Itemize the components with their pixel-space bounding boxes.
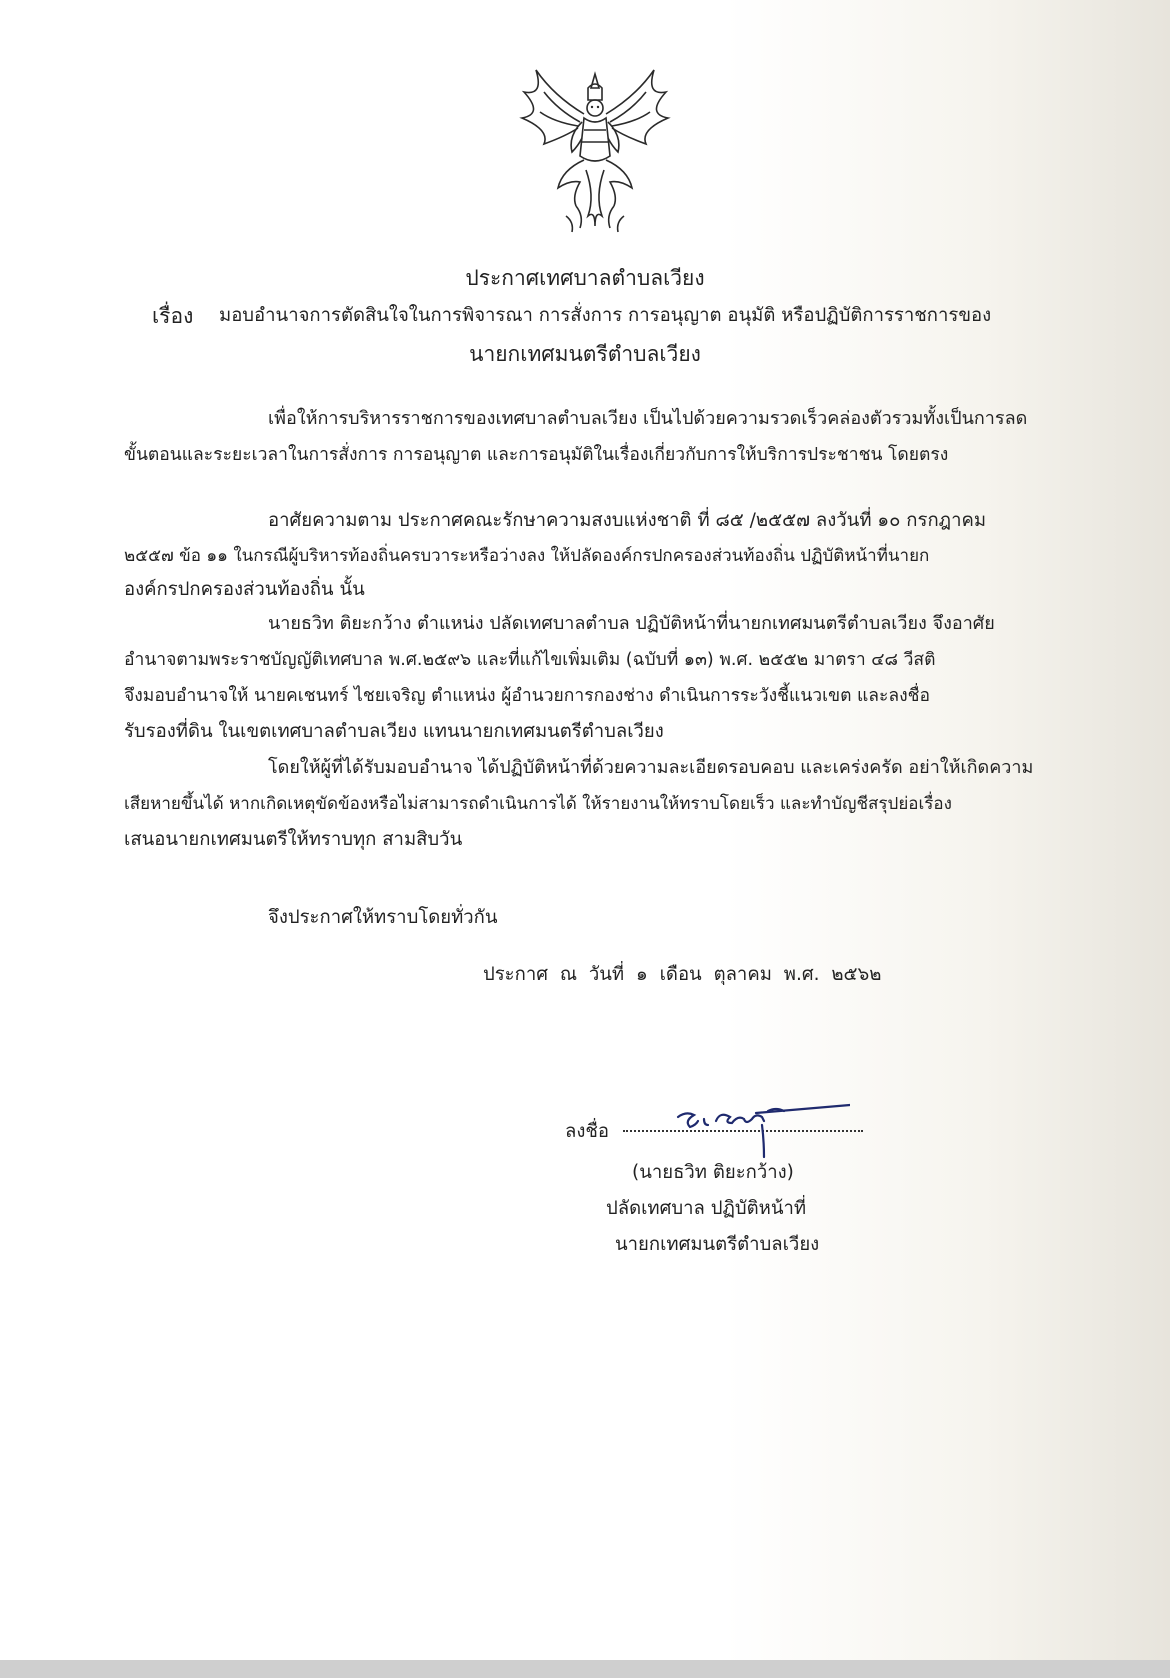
body-line: ๒๕๕๗ ข้อ ๑๑ ในกรณีผู้บริหารท้องถิ่นครบวาระหรือว่างลง ให้ปลัดองค์กรปกครองส่วนท้องถิ่น ปฏิบัติหน้าที่นายก	[124, 546, 930, 566]
scan-bottom-edge	[0, 1660, 1170, 1678]
body-line: อาศัยความตาม ประกาศคณะรักษาความสงบแห่งชาติ ที่ ๘๕ /๒๕๕๗ ลงวันที่ ๑๐ กรกฎาคม	[268, 510, 987, 531]
handwritten-signature-icon	[660, 1095, 850, 1165]
body-line: เสนอนายกเทศมนตรีให้ทราบทุก สามสิบวัน	[124, 829, 463, 850]
signer-position-1: ปลัดเทศบาล ปฏิบัติหน้าที่	[606, 1198, 807, 1219]
body-line: จึงมอบอำนาจให้ นายคเชนทร์ ไชยเจริญ ตำแหน่ง ผู้อำนวยการกองช่าง ดำเนินการระวังชี้แนวเขต และลงชื่อ	[124, 686, 931, 706]
subject-line-2: นายกเทศมนตรีตำบลเวียง	[469, 342, 701, 366]
subject-label: เรื่อง	[152, 304, 194, 328]
signer-position-2: นายกเทศมนตรีตำบลเวียง	[615, 1234, 820, 1255]
body-line: อำนาจตามพระราชบัญญัติเทศบาล พ.ศ.๒๕๙๖ และที่แก้ไขเพิ่มเติม (ฉบับที่ ๑๓) พ.ศ. ๒๕๕๒ มาตรา ๔๘ วีสติ	[124, 650, 936, 670]
body-line: ขั้นตอนและระยะเวลาในการสั่งการ การอนุญาต และการอนุมัติในเรื่องเกี่ยวกับการให้บริการประชาชน โดยตรง	[124, 445, 949, 465]
body-line: เพื่อให้การบริหารราชการของเทศบาลตำบลเวียง เป็นไปด้วยความรวดเร็วคล่องตัวรวมทั้งเป็นการลด	[268, 408, 1028, 429]
sign-label: ลงชื่อ	[565, 1121, 610, 1142]
body-line: รับรองที่ดิน ในเขตเทศบาลตำบลเวียง แทนนายกเทศมนตรีตำบลเวียง	[124, 721, 664, 742]
body-line: นายธวิท ติยะกว้าง ตำแหน่ง ปลัดเทศบาลตำบล ปฏิบัติหน้าที่นายกเทศมนตรีตำบลเวียง จึงอาศัย	[268, 613, 995, 634]
body-line: องค์กรปกครองส่วนท้องถิ่น นั้น	[124, 579, 365, 600]
announcement-title: ประกาศเทศบาลตำบลเวียง	[465, 266, 705, 290]
body-line: โดยให้ผู้ที่ได้รับมอบอำนาจ ได้ปฏิบัติหน้าที่ด้วยความละเอียดรอบคอบ และเคร่งครัด อย่าให้เกิดความ	[268, 757, 1034, 778]
closing-line: จึงประกาศให้ทราบโดยทั่วกัน	[268, 907, 498, 928]
subject-line-1: มอบอำนาจการตัดสินใจในการพิจารณา การสั่งการ การอนุญาต อนุมัติ หรือปฏิบัติการราชการของ	[219, 305, 992, 326]
date-line: ประกาศ ณ วันที่ ๑ เดือน ตุลาคม พ.ศ. ๒๕๖๒	[483, 964, 882, 985]
body-line: เสียหายขึ้นได้ หากเกิดเหตุขัดข้องหรือไม่สามารถดำเนินการได้ ให้รายงานให้ทราบโดยเร็ว และทำบัญชีสรุปย่อเรื่อง	[124, 794, 952, 814]
garuda-emblem-icon	[514, 66, 676, 234]
signer-name: (นายธวิท ติยะกว้าง)	[632, 1162, 794, 1183]
